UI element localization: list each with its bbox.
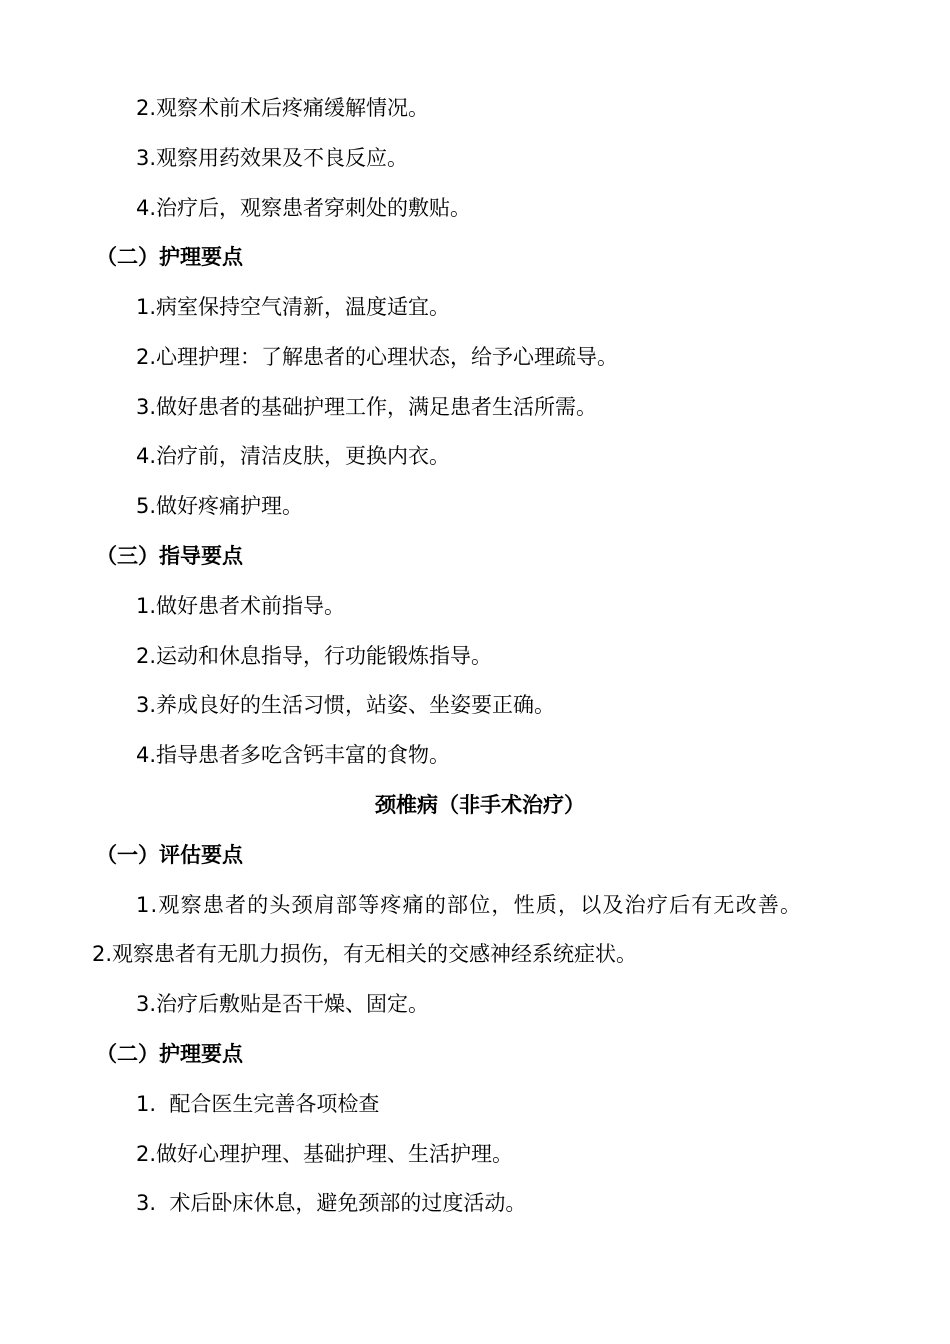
paragraph: 2.心理护理：了解患者的心理状态，给予心理疏导。 <box>136 345 619 369</box>
section-heading: （二）护理要点 <box>96 245 243 269</box>
paragraph: 3.做好患者的基础护理工作，满足患者生活所需。 <box>136 395 598 419</box>
paragraph: 4.治疗后，观察患者穿刺处的敷贴。 <box>136 196 472 220</box>
paragraph: 4.指导患者多吃含钙丰富的食物。 <box>136 743 451 767</box>
section-heading: （一）评估要点 <box>96 843 243 867</box>
section-heading: （三）指导要点 <box>96 544 243 568</box>
paragraph: 1.做好患者术前指导。 <box>136 594 346 618</box>
paragraph: 2.运动和休息指导，行功能锻炼指导。 <box>136 644 493 668</box>
paragraph: 5.做好疼痛护理。 <box>136 494 304 518</box>
paragraph: 1.病室保持空气清新，温度适宜。 <box>136 295 451 319</box>
paragraph: 3.治疗后敷贴是否干燥、固定。 <box>136 992 430 1016</box>
paragraph: 2.做好心理护理、基础护理、生活护理。 <box>136 1142 514 1166</box>
paragraph: 2.观察患者有无肌力损伤，有无相关的交感神经系统症状。 <box>92 942 638 966</box>
paragraph: 1. 配合医生完善各项检查 <box>136 1092 380 1116</box>
paragraph: 3.养成良好的生活习惯，站姿、坐姿要正确。 <box>136 693 556 717</box>
paragraph: 3. 术后卧床休息，避免颈部的过度活动。 <box>136 1191 527 1215</box>
paragraph: 4.治疗前，清洁皮肤，更换内衣。 <box>136 444 451 468</box>
paragraph: 3.观察用药效果及不良反应。 <box>136 146 409 170</box>
section-heading: （二）护理要点 <box>96 1042 243 1066</box>
paragraph: 1.观察患者的头颈肩部等疼痛的部位，性质，以及治疗后有无改善。 <box>136 893 803 917</box>
chapter-title: 颈椎病（非手术治疗） <box>375 793 585 817</box>
paragraph: 2.观察术前术后疼痛缓解情况。 <box>136 96 430 120</box>
